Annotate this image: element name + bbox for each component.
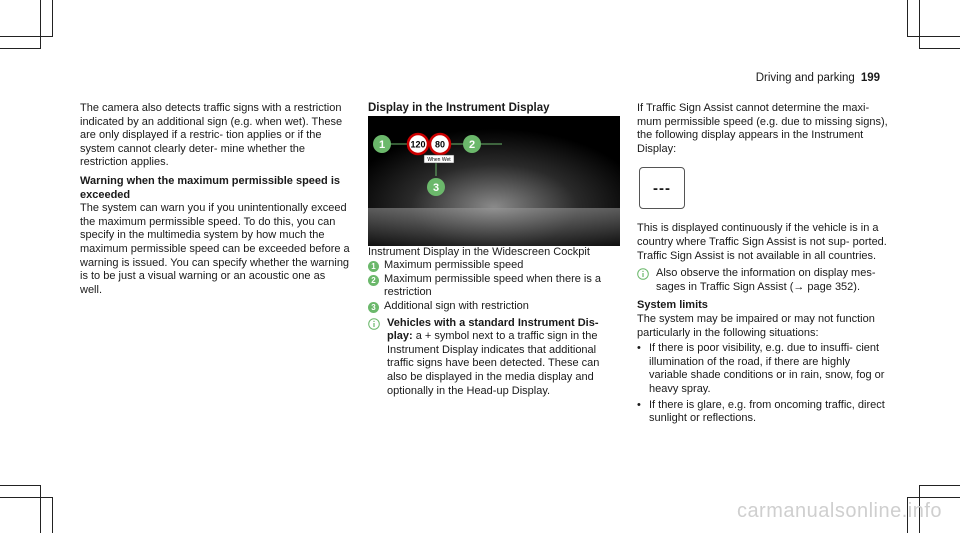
paragraph: This is displayed continuously if the vehicle is in a country where Traffic Sign Assist is not sup- ported. Traffic Sign Assist is not available in all countries.: [637, 222, 887, 262]
list-item-text: Maximum permissible speed: [384, 259, 524, 272]
section-title: Driving and parking: [755, 72, 855, 84]
list-item-text: Additional sign with restriction: [384, 299, 529, 312]
figure-caption: Instrument Display in the Widescreen Cockpit: [368, 245, 590, 258]
additional-sign-label: When Wet: [427, 156, 451, 163]
info-icon: [637, 268, 649, 280]
page-number: 199: [860, 72, 880, 84]
bullet-item: [637, 342, 889, 396]
display-symbol: ---: [653, 179, 671, 197]
crop-mark: [0, 48, 41, 49]
callout-number: 2: [368, 275, 379, 286]
crop-mark: [907, 36, 960, 37]
note-text: a + symbol next to a traffic sign in the Instrument Display indicates that additional traffic signs have been detected. These can also be displayed in the media display and optionally in the Head-up Display.: [387, 330, 600, 397]
display-floor: [368, 208, 620, 246]
instrument-display-graphic: [368, 116, 620, 246]
list-item: [368, 259, 620, 273]
section-heading: Warning when the maximum permissible speed is exceeded: [80, 174, 340, 201]
callout-1-label: 1: [378, 138, 386, 151]
section-heading: Display in the Instrument Display: [368, 102, 550, 114]
page-header: [756, 72, 880, 84]
watermark: carmanualsonline.info: [736, 500, 942, 522]
crop-mark: [919, 0, 920, 48]
crop-mark: [919, 485, 960, 486]
bullet-text: If there is glare, e.g. from oncoming traffic, direct sunlight or reflections.: [649, 398, 885, 425]
note-text: Also observe the information on display mes- sages in Traffic Sign Assist (→ page 352).: [656, 267, 876, 293]
crop-mark: [40, 0, 41, 48]
column-middle: [368, 102, 620, 398]
bullet-icon: •: [637, 342, 641, 355]
list-item-text: Maximum permissible speed when there is a restriction: [384, 272, 602, 299]
list-item: [368, 300, 620, 314]
callout-number: 1: [368, 261, 379, 272]
crop-mark: [907, 0, 908, 36]
list-item: [368, 273, 620, 300]
paragraph: The system can warn you if you unintentionally exceed the maximum permissible speed. To do this, you can specify in the multimedia system by how much the maximum permissible speed can be exceeded before a warning is issued. You can specify whether the warning is to be just a visual warning or an acoustic one as well.: [80, 202, 350, 296]
crop-mark: [52, 0, 53, 36]
column-left: [80, 102, 350, 297]
bullet-item: [637, 399, 889, 426]
callout-number: 3: [368, 302, 379, 313]
callout-2-label: 2: [468, 138, 476, 151]
info-icon: [368, 318, 380, 330]
crop-mark: [0, 36, 53, 37]
crop-mark: [919, 48, 960, 49]
speed-sign-120-label: 120: [410, 139, 426, 150]
column-right: [637, 102, 889, 426]
note-heading: Vehicles with a standard Instrument Dis- play:: [387, 316, 599, 343]
crop-mark: [0, 485, 41, 486]
crop-mark: [52, 497, 53, 533]
info-note: [637, 267, 889, 294]
paragraph: The camera also detects traffic signs with a restriction indicated by an additional sign (e.g. when wet). These are only displayed if a restric- tion applies or if the system cannot clearly deter- mine whether the restriction applies.: [80, 102, 343, 169]
callout-3-label: 3: [432, 181, 440, 194]
bullet-icon: •: [637, 398, 641, 411]
crop-mark: [40, 485, 41, 533]
speed-sign-80-label: 80: [434, 139, 446, 150]
crop-mark: [0, 497, 53, 498]
info-note: [368, 317, 620, 399]
paragraph: If Traffic Sign Assist cannot determine the maxi- mum permissible speed (e.g. due to missing signs), the following display appears in the Instrument Display:: [637, 102, 888, 155]
no-speed-limit-display: [639, 167, 685, 209]
bullet-text: If there is poor visibility, e.g. due to insuffi- cient illumination of the road, if there are highly variable shade conditions or in rain, snow, fog or heavy spray.: [649, 342, 885, 395]
cockpit-illustration: [368, 116, 620, 246]
section-heading: System limits: [637, 299, 708, 312]
crop-mark: [907, 497, 960, 498]
paragraph: The system may be impaired or may not function particularly in the following situations:: [637, 312, 875, 339]
